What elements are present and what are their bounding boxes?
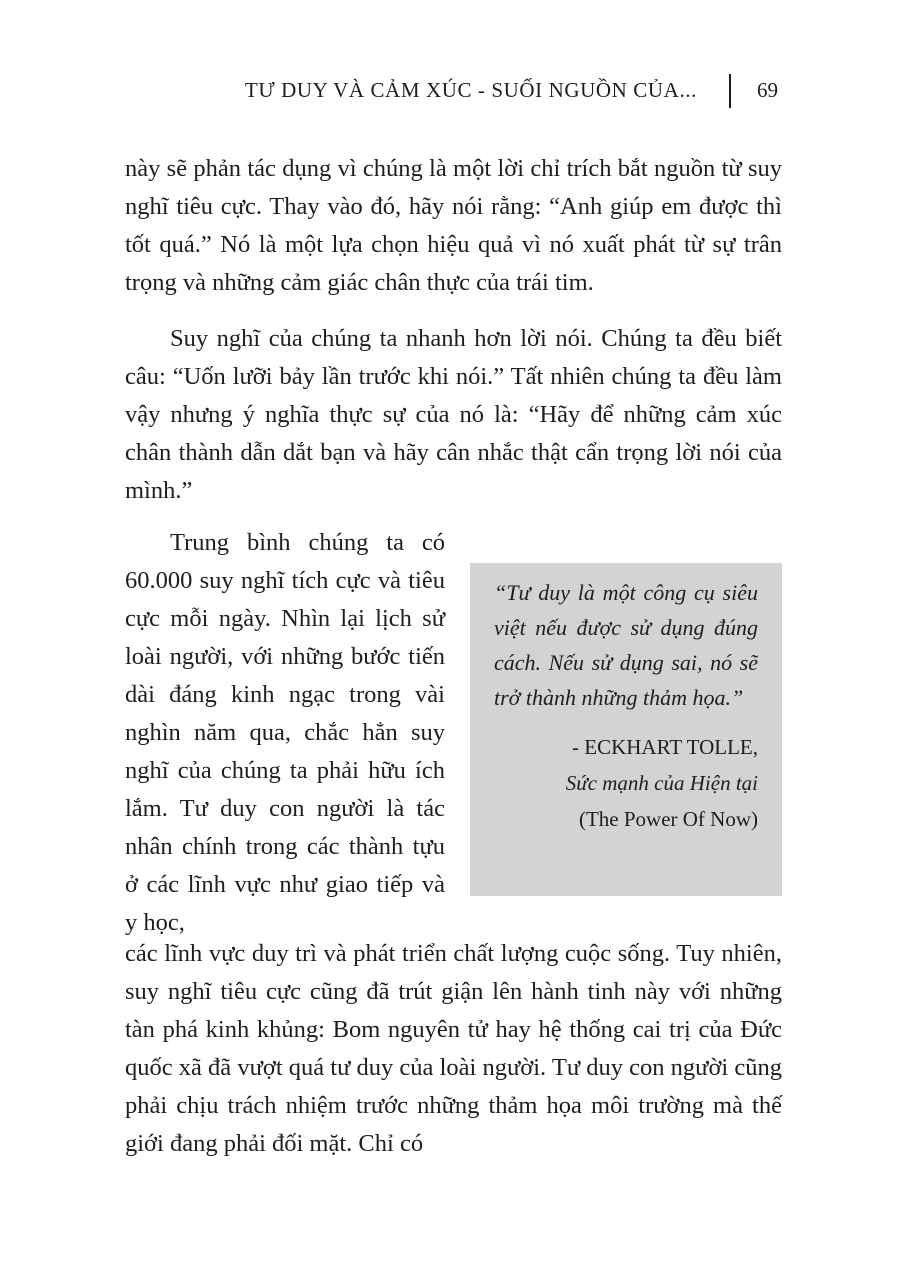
quote-book-title: Sức mạnh của Hiện tại <box>565 771 758 795</box>
body-paragraph-1: này sẽ phản tác dụng vì chúng là một lời chỉ trích bắt nguồn từ suy nghĩ tiêu cực. Thay vào đó, hãy nói rằng: “Anh giúp em được thì tốt quá.” Nó là một lựa chọn hiệu quả vì nó xuất phát từ sự trân trọng và những cảm giác chân thực của trái tim. <box>125 155 782 296</box>
body-paragraph-3: Trung bình chúng ta có 60.000 suy nghĩ tích cực và tiêu cực mỗi ngày. Nhìn lại lịch sử loài người, với những bước tiến dài đáng kinh ngạc trong vài nghìn năm qua, chắc hẳn suy nghĩ của chúng ta phải hữu ích lắm. Tư duy con người là tác nhân chính trong các thành tựu ở các lĩnh vực như giao tiếp và y học, <box>125 529 445 936</box>
pull-quote-box <box>470 563 782 896</box>
body-paragraph-4: các lĩnh vực duy trì và phát triển chất lượng cuộc sống. Tuy nhiên, suy nghĩ tiêu cực cũng đã trút giận lên hành tinh này với những tàn phá kinh khủng: Bom nguyên tử hay hệ thống cai trị của Đức quốc xã đã vượt quá tư duy của loài người. Tư duy con người cũng phải chịu trách nhiệm trước những thảm họa môi trường mà thế giới đang phải đối mặt. Chỉ có <box>125 940 782 1157</box>
pull-quote-text: “Tư duy là một công cụ siêu việt nếu được sử dụng đúng cách. Nếu sử dụng sai, nó sẽ trở thành những thảm họa.” <box>494 580 758 710</box>
header-divider <box>729 74 731 108</box>
page-number: 69 <box>757 78 778 102</box>
quote-author: - ECKHART TOLLE, <box>572 735 758 759</box>
running-header <box>0 78 910 110</box>
body-paragraph-2: Suy nghĩ của chúng ta nhanh hơn lời nói. Chúng ta đều biết câu: “Uốn lưỡi bảy lần trước khi nói.” Tất nhiên chúng ta đều làm vậy nhưng ý nghĩa thực sự của nó là: “Hãy để những cảm xúc chân thành dẫn dắt bạn và hãy cân nhắc thật cẩn trọng lời nói của mình.” <box>125 325 782 504</box>
running-title: TƯ DUY VÀ CẢM XÚC - SUỐI NGUỒN CỦA... <box>244 78 697 102</box>
quote-book-original-title: (The Power Of Now) <box>578 807 758 831</box>
quote-attribution <box>494 729 758 837</box>
